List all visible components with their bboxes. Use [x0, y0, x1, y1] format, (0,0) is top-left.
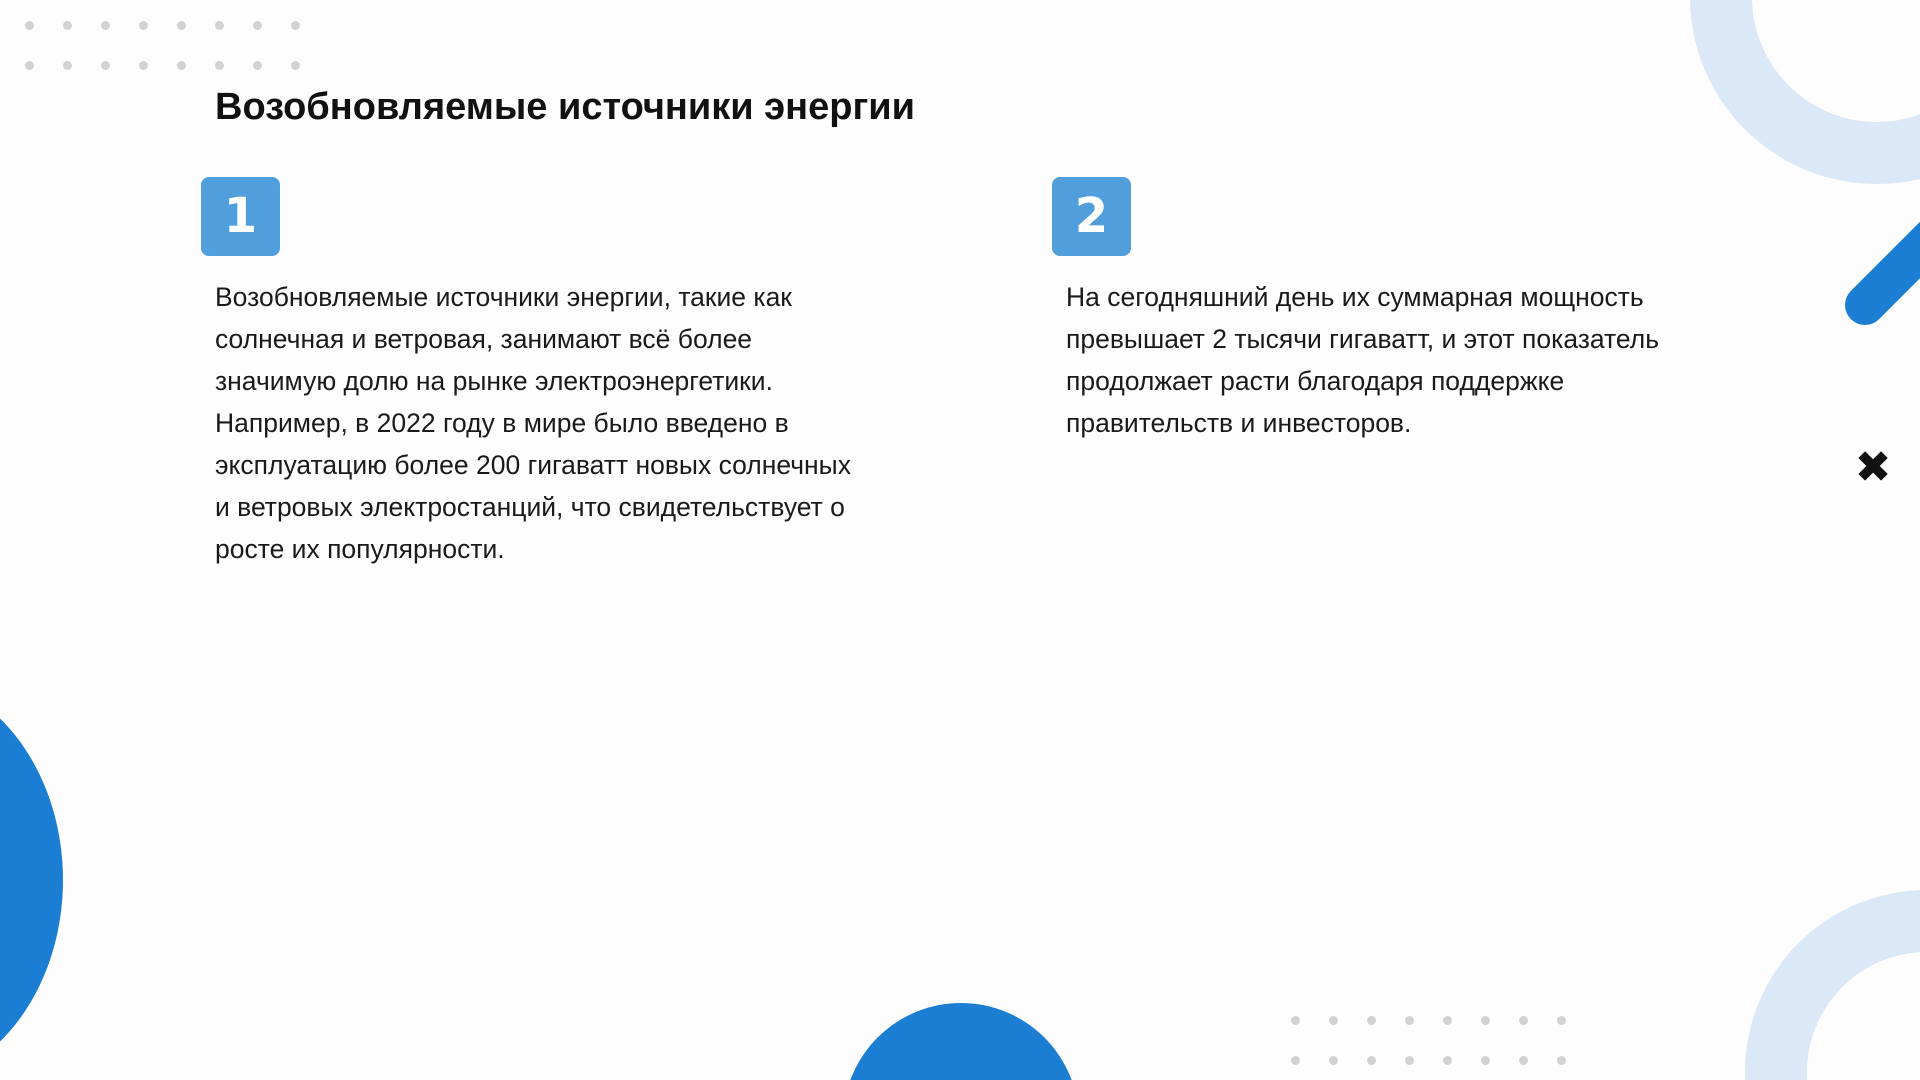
dot [63, 21, 72, 30]
dot [1481, 1016, 1490, 1025]
decorative-diagonal-bar [1837, 206, 1920, 333]
decorative-ring-top-right [1690, 0, 1920, 184]
dot [25, 21, 34, 30]
dot [1481, 1056, 1490, 1065]
dot [291, 61, 300, 70]
close-icon: ✖ [1854, 442, 1892, 493]
dot [1291, 1056, 1300, 1065]
dot [253, 21, 262, 30]
dot-grid-top-left [25, 21, 300, 70]
step-description: На сегодняшний день их суммарная мощность превышает 2 тысячи гигаватт, и этот показатель продолжает расти благодаря поддержке правительств и инвесторов. [1066, 282, 1660, 438]
dot [1367, 1016, 1376, 1025]
step-card-1 [201, 177, 851, 570]
dot [1519, 1016, 1528, 1025]
dot [1557, 1016, 1566, 1025]
decorative-half-circle-left [0, 675, 63, 1080]
dot [291, 21, 300, 30]
dot-grid-bottom-right [1291, 1016, 1566, 1065]
dot [1443, 1016, 1452, 1025]
step-description: Возобновляемые источники энергии, такие как солнечная и ветровая, занимают всё более значимую долю на рынке электроэнергетики. Например, в 2022 году в мире было введено в эксплуатацию более 200 гигаватт новых солнечных и ветровых электростанций, что свидетельствует о росте их популярности. [215, 282, 851, 564]
dot [1329, 1016, 1338, 1025]
dot [177, 61, 186, 70]
dot [1405, 1056, 1414, 1065]
decorative-semicircle-bottom [843, 1003, 1079, 1080]
decorative-ring-bottom-right [1745, 890, 1920, 1080]
dot [101, 61, 110, 70]
dot [1291, 1016, 1300, 1025]
dot [25, 61, 34, 70]
dot [215, 21, 224, 30]
dot [139, 21, 148, 30]
step-number-badge: 2 [1052, 177, 1131, 256]
page-title: Возобновляемые источники энергии [215, 86, 916, 128]
dot [253, 61, 262, 70]
dot [1443, 1056, 1452, 1065]
dot [215, 61, 224, 70]
step-number-badge: 1 [201, 177, 280, 256]
dot [177, 21, 186, 30]
dot [1329, 1056, 1338, 1065]
dot [139, 61, 148, 70]
dot [63, 61, 72, 70]
dot [101, 21, 110, 30]
dot [1367, 1056, 1376, 1065]
dot [1557, 1056, 1566, 1065]
step-card-2 [1052, 177, 1692, 444]
dot [1405, 1016, 1414, 1025]
dot [1519, 1056, 1528, 1065]
